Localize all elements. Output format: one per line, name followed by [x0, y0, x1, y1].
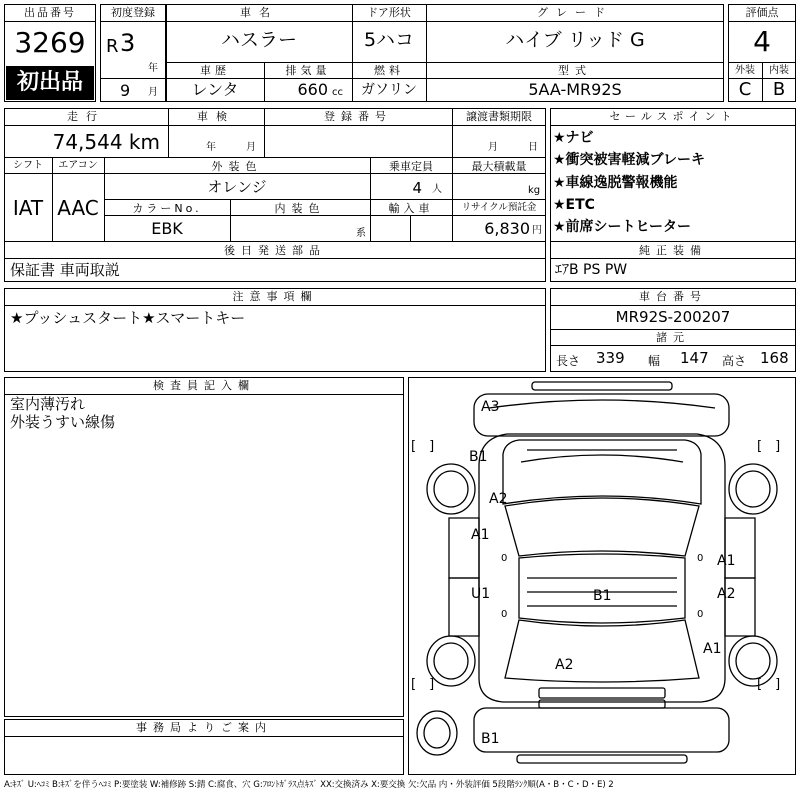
- inspector-note-2: 外装うすい線傷: [10, 413, 116, 431]
- mark-b1-front: B1: [469, 449, 488, 465]
- max-load-unit: kg: [528, 185, 541, 196]
- inspector-label: 検査員記入欄: [153, 379, 255, 392]
- lot-number: 3269: [14, 26, 86, 59]
- model-label: 型式: [558, 64, 592, 77]
- displacement-unit: cc: [332, 87, 343, 98]
- width: 147: [680, 349, 709, 367]
- sales-point-3: ★車線逸脱警報機能: [553, 175, 678, 191]
- lot-number-label: 出品番号: [24, 6, 76, 19]
- zero-left-front: 0: [501, 553, 508, 564]
- grade: ハイブ リッド G: [505, 29, 645, 51]
- chassis-number: MR92S-200207: [615, 308, 731, 326]
- equipment: ｴｱB PS PW: [555, 262, 628, 278]
- mark-a1-right-front: A1: [717, 553, 736, 569]
- max-load-label: 最大積載量: [471, 160, 527, 173]
- sales-point-5: ★前席シートヒーター: [553, 219, 691, 235]
- bracket-left-rear: [ ]: [411, 677, 435, 692]
- mileage: 74,544 km: [52, 130, 160, 154]
- transfer-day-unit: 日: [528, 142, 538, 153]
- mark-a2-trunk: A2: [555, 657, 574, 673]
- year-unit: 年: [148, 63, 158, 74]
- car-name-label: 車名: [240, 6, 278, 19]
- bracket-left: [ ]: [411, 439, 435, 454]
- car-name: ハスラー: [220, 29, 297, 51]
- mark-a1-left: A1: [471, 527, 490, 543]
- mark-a1-right-rear: A1: [703, 641, 722, 657]
- interior-grade: B: [772, 79, 786, 100]
- model: 5AA-MR92S: [528, 80, 622, 99]
- height-label: 高さ: [722, 354, 747, 368]
- score-label: 評価点: [745, 6, 779, 19]
- sales-point-2: ★衝突被害軽減ブレーキ: [553, 152, 705, 168]
- later-parts: 保証書 車両取説: [10, 261, 120, 279]
- sales-point-1: ★ナビ: [553, 130, 594, 146]
- zero-right-front: 0: [697, 553, 704, 564]
- score: 4: [753, 25, 771, 58]
- office-notice-label: 事務局よりご案内: [136, 721, 272, 734]
- inspection-label: 車検: [197, 110, 235, 123]
- exterior-label: 外装: [735, 65, 755, 76]
- capacity-label: 乗車定員: [389, 160, 433, 173]
- chassis-label: 車台番号: [639, 290, 707, 303]
- recycle-deposit: 6,830: [484, 219, 530, 238]
- displacement: 660: [297, 80, 328, 99]
- transfer-deadline-label: 譲渡書類期限: [466, 110, 532, 123]
- era: R: [106, 36, 119, 57]
- notes: ★プッシュスタート★スマートキー: [10, 309, 246, 327]
- dimensions-label: 諸元: [656, 331, 690, 344]
- first-listing-badge: 初出品: [6, 66, 94, 100]
- mileage-label: 走行: [67, 110, 105, 123]
- first-registration-label: 初度登録: [111, 6, 155, 19]
- zero-left-rear: 0: [501, 609, 508, 620]
- sales-points-label: セールスポイント: [609, 110, 737, 123]
- mark-u1-left: U1: [471, 586, 491, 602]
- mark-a3: A3: [481, 399, 500, 415]
- month-unit: 月: [148, 87, 158, 98]
- registration-number-label: 登録番号: [324, 110, 392, 123]
- interior-label: 内装: [769, 65, 789, 76]
- door-type: 5ハコ: [363, 29, 415, 51]
- exterior-color: オレンジ: [207, 178, 267, 196]
- import-label: 輸入車: [388, 202, 434, 215]
- width-label: 幅: [648, 354, 661, 368]
- interior-color-unit: 系: [356, 228, 366, 239]
- transfer-month-unit: 月: [488, 142, 498, 153]
- ac-label: エアコン: [58, 160, 98, 171]
- registration-month: 9: [120, 81, 131, 100]
- history: レンタ: [191, 80, 239, 99]
- equipment-label: 純正装備: [639, 244, 707, 257]
- inspection-month-unit: 月: [246, 142, 256, 153]
- legend: A:ｷｽﾞ U:ﾍｺﾐ B:ｷｽﾞを伴うﾍｺﾐ P:要塗装 W:補修跡 S:錆 C:腐食、穴 G:ﾌﾛﾝﾄｶﾞﾗｽ点ｷｽﾞ XX:交換済み X:要交換 欠:欠品 内・外装評価 5段階ﾗﾝｸ順(A・B・C・D・E) 2: [4, 780, 614, 790]
- damage-diagram: [408, 377, 796, 775]
- color-number: EBK: [151, 219, 183, 238]
- fuel-label: 燃料: [374, 64, 404, 77]
- recycle-deposit-unit: 円: [532, 225, 542, 236]
- capacity-unit: 人: [432, 184, 442, 195]
- recycle-deposit-label: リサイクル預託金: [461, 202, 537, 213]
- shift-label: シフト: [13, 160, 43, 171]
- mark-a2-hood: A2: [489, 491, 508, 507]
- mark-b1-roof: B1: [593, 588, 612, 604]
- color-number-label: カラーNo.: [132, 202, 202, 215]
- length-label: 長さ: [556, 354, 581, 368]
- inspector-note-1: 室内薄汚れ: [10, 395, 86, 413]
- exterior-grade: C: [738, 79, 752, 100]
- fuel: ガソリン: [361, 82, 417, 98]
- later-parts-label: 後日発送部品: [224, 244, 326, 257]
- air-conditioner: AAC: [57, 196, 99, 220]
- bracket-right: [ ]: [757, 439, 781, 454]
- notes-label: 注意事項欄: [232, 290, 318, 303]
- mark-a2-right: A2: [717, 586, 736, 602]
- registration-year: 3: [120, 29, 136, 57]
- height: 168: [760, 349, 789, 367]
- grade-label: グレード: [537, 6, 613, 19]
- interior-color-label: 内装色: [274, 202, 326, 215]
- displacement-label: 排気量: [285, 64, 331, 77]
- length: 339: [596, 349, 625, 367]
- mark-b1-rear: B1: [481, 731, 500, 747]
- shift: IAT: [12, 196, 44, 220]
- capacity: 4: [412, 179, 422, 197]
- history-label: 車歴: [200, 64, 230, 77]
- door-label: ドア形状: [367, 6, 411, 19]
- car-outline: [409, 378, 795, 774]
- exterior-color-label: 外装色: [211, 160, 263, 173]
- zero-right-rear: 0: [697, 609, 704, 620]
- sales-point-4: ★ETC: [553, 197, 595, 213]
- bracket-right-rear: [ ]: [757, 677, 781, 692]
- inspection-year-unit: 年: [206, 142, 216, 153]
